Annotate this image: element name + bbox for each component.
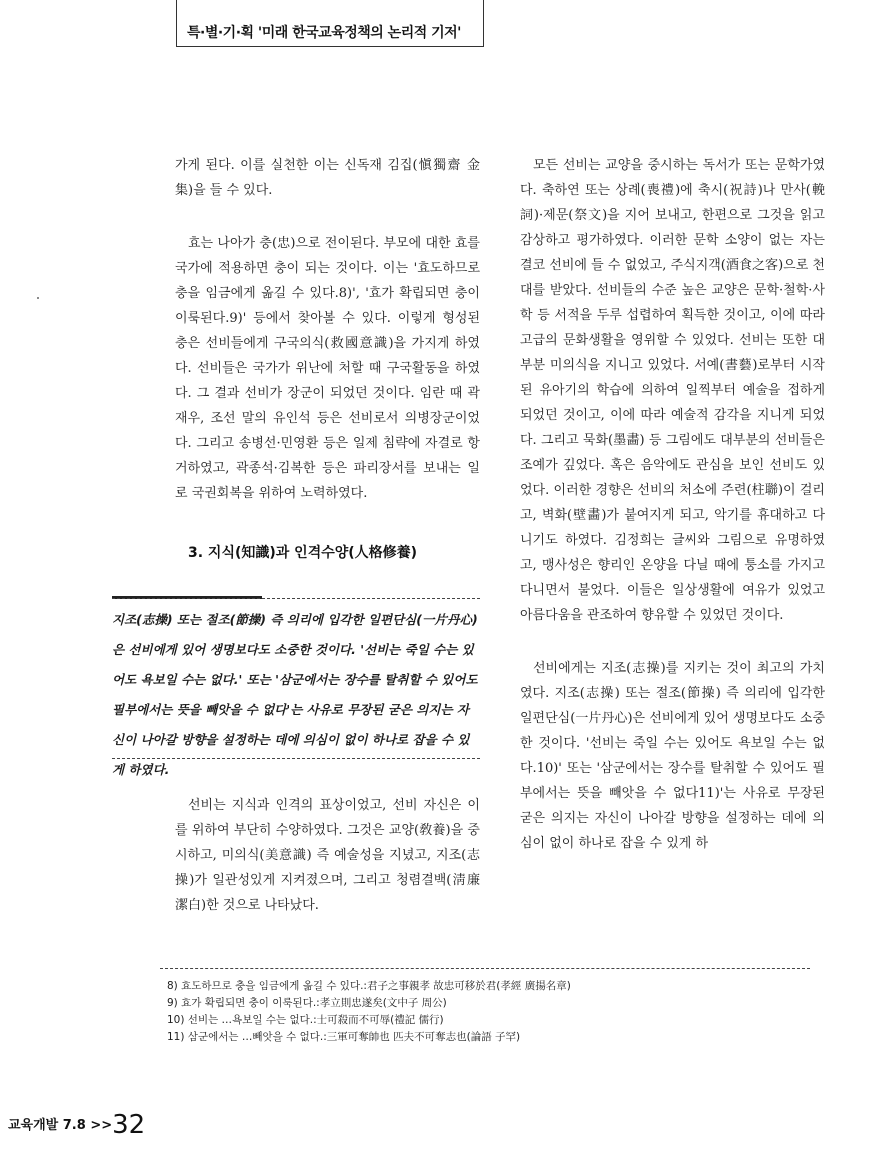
right-column (520, 153, 825, 856)
footnote: 9) 효가 확립되면 충이 이룩된다.:孝立則忠遂矣(文中子 周公) (167, 997, 447, 1009)
paragraph: 가게 된다. 이를 실천한 이는 신독재 김집(愼獨齋 金集)을 들 수 있다. (175, 158, 480, 198)
left-column-top (175, 153, 480, 506)
footnotes (167, 978, 807, 1046)
paragraph: 선비에게는 지조(志操)를 지키는 것이 최고의 가치였다. 지조(志操) 또는 절조(節操) 즉 의리에 입각한 일편단심(一片丹心)은 선비에게 있어 생명보다도 소중한 것이다. '선비는 죽일 수는 있어도 욕보일 수는 없다.10)' 또는 '삼군에서는 장수를 탈취할 수 있어도 필부에서는 뜻을 빼앗을 수 없다11)'는 사유로 무장된 굳은 의지는 자신이 나아갈 방향을 설정하는 데에 의심이 없이 하나로 잡을 수 있게 하 (520, 661, 825, 851)
footnote-rule (160, 968, 810, 969)
left-column-bottom (175, 793, 480, 918)
section-heading: 3. 지식(知識)과 인격수양(人格修養) (188, 545, 418, 561)
paragraph: 선비는 지식과 인격의 표상이었고, 선비 자신은 이를 위하여 부단히 수양하였다. 그것은 교양(敎養)을 중시하고, 미의식(美意識) 즉 예술성을 지녔고, 지조(志操)가 일관성있게 지켜졌으며, 그리고 청렴결백(淸廉潔白)한 것으로 나타났다. (175, 798, 480, 913)
paragraph: 모든 선비는 교양을 중시하는 독서가 또는 문학가였다. 축하연 또는 상례(喪禮)에 축시(祝詩)나 만사(輓詞)·제문(祭文)을 지어 보내고, 한편으로 그것을 읽고 감상하고 평가하였다. 이러한 문학 소양이 없는 자는 결코 선비에 들 수 없었고, 주식지객(酒食之客)으로 천대를 받았다. 선비들의 수준 높은 교양은 문학·철학·사학 등 서적을 두루 섭렵하여 획득한 것이고, 이에 따라 고급의 문화생활을 영위할 수 있었다. 선비는 또한 대부분 미의식을 지니고 있었다. 서예(書藝)로부터 시작된 유아기의 학습에 의하여 일찍부터 예술을 접하게 되었던 것이고, 이에 따라 예술적 감각을 지니게 되었다. 그리고 묵화(墨畵) 등 그림에도 대부분의 선비들은 조예가 깊었다. 혹은 음악에도 관심을 보인 선비도 있었다. 이러한 경향은 선비의 처소에 주련(柱聯)이 걸리고, 벽화(壁畵)가 붙여지게 되고, 악기를 휴대하고 다니기도 하였다. 김정희는 글씨와 그림으로 유명하였고, 맹사성은 향리인 온양을 다닐 때에 퉁소를 가지고 다니면서 불었다. 이들은 일상생활에 여유가 있었고 아름다움을 관조하여 향유할 수 있었던 것이다. (520, 158, 825, 623)
footnote: 10) 선비는 …욕보일 수는 없다.:士可殺而不可辱(禮記 儒行) (167, 1014, 444, 1026)
margin-speck (37, 297, 39, 299)
pull-quote: 지조(志操) 또는 절조(節操) 즉 의리에 입각한 일편단심(一片丹心)은 선비에게 있어 생명보다도 소중한 것이다. '선비는 죽일 수는 있어도 욕보일 수는 없다.' 또는 '삼군에서는 장수를 탈취할 수 있어도 필부에서는 뜻을 빼앗을 수 없다'는 사유로 무장된 굳은 의지는 자신이 나아갈 방향을 설정하는 데에 의심이 없이 하나로 잡을 수 있게 하였다. (112, 612, 478, 777)
footnote: 8) 효도하므로 충을 임금에게 옮길 수 있다.:君子之事親孝 故忠可移於君(孝經 廣揚名章) (167, 980, 571, 992)
magazine-name: 교육개발 7.8 >> (8, 1118, 113, 1133)
footnote: 11) 삼군에서는 …빼앗을 수 없다.:三軍可奪帥也 匹夫不可奪志也(論語 子罕) (167, 1031, 521, 1043)
quote-rule-top (112, 598, 480, 599)
header-box (176, 0, 484, 47)
quote-rule-bottom (112, 758, 480, 759)
header-title: 특·별·기·획 '미래 한국교육정책의 논리적 기저' (187, 25, 461, 41)
paragraph: 효는 나아가 충(忠)으로 전이된다. 부모에 대한 효를 국가에 적용하면 충이 되는 것이다. 이는 '효도하므로 충을 임금에게 옮길 수 있다.8)', '효가 확립되면 충이 이룩된다.9)' 등에서 찾아볼 수 있다. 이렇게 형성된 충은 선비들에게 구국의식(救國意識)을 가지게 하였다. 선비들은 국가가 위난에 처할 때 구국활동을 하였다. 그 결과 선비가 장군이 되었던 것이다. 임란 때 곽재우, 조선 말의 유인석 등은 선비로서 의병장군이었다. 그리고 송병선·민영환 등은 일제 침략에 자결로 항거하였고, 곽종석·김복한 등은 파리장서를 보내는 일로 국권회복을 위하여 노력하였다. (175, 236, 480, 501)
page-footer (8, 1110, 145, 1140)
page-number: 32 (112, 1110, 146, 1140)
